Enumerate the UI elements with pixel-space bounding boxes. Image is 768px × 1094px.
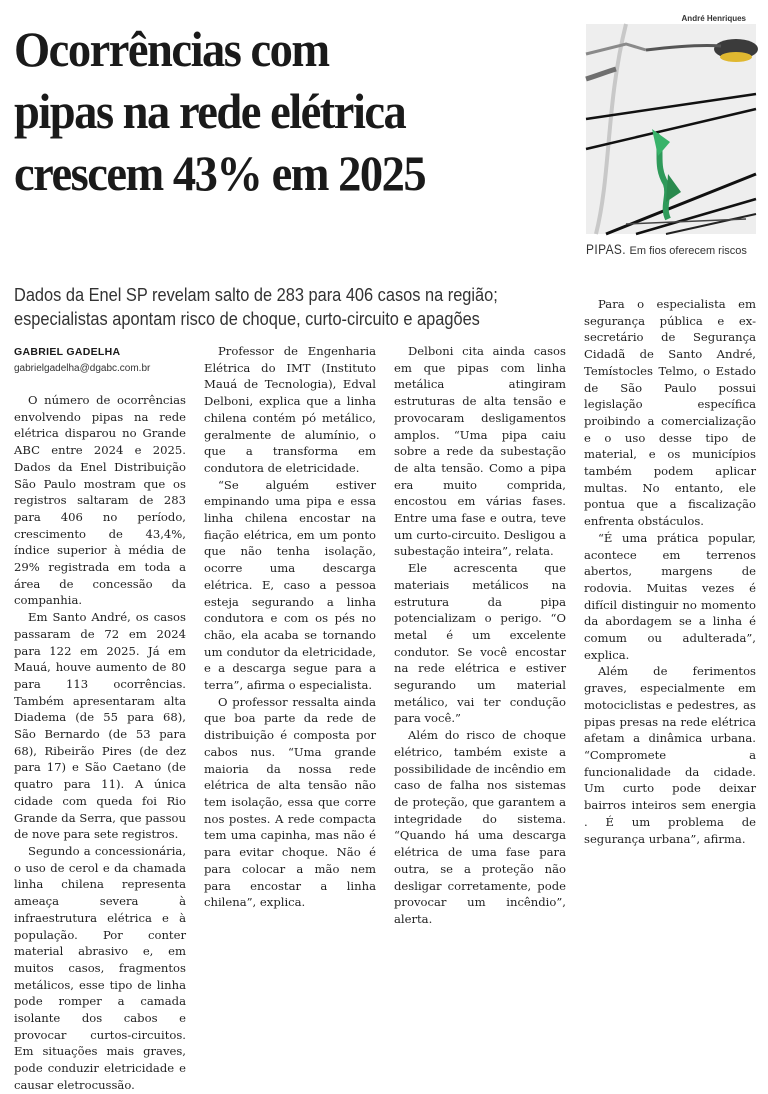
subheadline	[14, 283, 518, 331]
byline	[14, 346, 150, 374]
article-photo	[586, 24, 756, 234]
article-column-2	[204, 343, 376, 910]
article-column-4	[584, 296, 756, 900]
article-column-3	[394, 343, 566, 926]
headline-line: crescem 43% em 2025	[14, 145, 426, 201]
paragraph: “É uma prática popular, acontece em terrenos abertos, margens de rodovia. Muitas vezes é difícil distinguir no momento da abordagem se a linha é comum ou adulterada”, explica.	[584, 530, 756, 662]
author-email[interactable]: gabrielgadelha@dgabc.com.br	[14, 363, 151, 374]
kite-on-wires-image	[586, 24, 756, 234]
subheadline-line: Dados da Enel SP revelam salto de 283 para 406 casos na região;	[14, 285, 498, 305]
paragraph: O número de ocorrências envolvendo pipas na rede elétrica disparou no Grande ABC entre 2024 e 2025. Dados da Enel Distribuição São Paulo mostram que os registros saltaram de 283 para 406 no período, crescimento de 43,4%, índice superior à média de 29% registrada em toda a área de concessão da companhia.	[14, 393, 186, 608]
article-column-1	[14, 392, 186, 1092]
headline	[14, 18, 535, 204]
headline-line: Ocorrências com	[14, 21, 329, 77]
paragraph: Para o especialista em segurança pública e ex-secretário de Segurança Cidadã de Santo André, Temístocles Telmo, o Estado de São Paulo possui legislação específica proibindo a comercialização e o uso desse tipo de material, e os municípios também podem aplicar multas. No entanto, ele pontua que a fiscalização enfrenta obstáculos.	[584, 297, 756, 529]
caption-kicker: PIPAS.	[586, 241, 627, 257]
paragraph: “Se alguém estiver empinando uma pipa e essa linha chilena encostar na fiação elétrica, em um ponto que não tenha isolação, ocorre uma descarga elétrica. E, caso a pessoa esteja segurando a linha condutora e com os pés no chão, ela acaba se tornando um condutor da eletricidade, e a descarga segue para a terra”, afirma o especialista.	[204, 477, 376, 693]
paragraph: O professor ressalta ainda que boa parte da rede de distribuição é composta por cabos nus. “Uma grande maioria da nossa rede elétrica de alta tensão não tem isolação, essa que corre nos postes. A rede compacta tem uma capinha, mas não é para evitar choque. Não é para colocar a mão nem para encostar a linha chilena”, explica.	[204, 694, 376, 910]
subheadline-line: especialistas apontam risco de choque, curto-circuito e apagões	[14, 309, 480, 329]
photo-credit: André Henriques	[681, 14, 746, 23]
caption-text: Em fios oferecem riscos	[629, 245, 747, 257]
paragraph: Além de ferimentos graves, especialmente em motociclistas e pedestres, as pipas presas na rede elétrica afetam a dinâmica urbana. “Compromete a funcionalidade da cidade. Um curto pode deixar bairros inteiros sem energia . É um problema de segurança urbana”, afirma.	[584, 664, 756, 846]
paragraph: Ele acrescenta que materiais metálicos na estrutura da pipa potencializam o perigo. “O metal é um excelente condutor. Se você encostar na rede elétrica e estiver segurando um material metálico, vai ter condução para você.”	[394, 561, 566, 726]
paragraph: Além do risco de choque elétrico, também existe a possibilidade de incêndio em caso de falha nos sistemas de proteção, que garantem a integridade do sistema. “Quando há uma descarga elétrica de uma fase para outra, se a proteção não desligar corretamente, pode provocar um incêndio”, alerta.	[394, 728, 566, 926]
paragraph: Delboni cita ainda casos em que pipas com linha metálica atingiram estruturas de alta tensão e provocaram desligamentos amplos. “Uma pipa caiu sobre a rede da subestação de alta tensão. Como a pipa era muito comprida, encostou em várias fases. Entre uma fase e outra, teve um curto-circuito. Desligou a subestação inteira”, relata.	[394, 344, 566, 559]
paragraph: Segundo a concessionária, o uso de cerol e da chamada linha chilena representa ameaça severa à infraestrutura elétrica e à população. Por conter material abrasivo e, em muitos casos, fragmentos metálicos, esse tipo de linha pode romper a camada isolante dos cabos e provocar curtos-circuitos. Em situações mais graves, pode conduzir eletricidade e causar eletrocussão.	[14, 843, 186, 1092]
author-name: GABRIEL GADELHA	[14, 346, 121, 358]
paragraph: Professor de Engenharia Elétrica do IMT (Instituto Mauá de Tecnologia), Edval Delboni, explica que a linha chilena contém pó metálico, geralmente de alumínio, o que a transforma em condutora de eletricidade.	[204, 344, 376, 475]
photo-caption	[586, 241, 747, 259]
paragraph: Em Santo André, os casos passaram de 72 em 2024 para 122 em 2025. Já em Mauá, houve aumento de 80 para 113 ocorrências. Também apresentaram alta Diadema (de 55 para 68), São Bernardo (de 53 para 68), Ribeirão Pires (de dez para 17) e São Caetano (de quatro para 11). A única cidade com queda foi Rio Grande da Serra, que passou de nove para sete registros.	[14, 610, 186, 842]
headline-line: pipas na rede elétrica	[14, 83, 406, 139]
